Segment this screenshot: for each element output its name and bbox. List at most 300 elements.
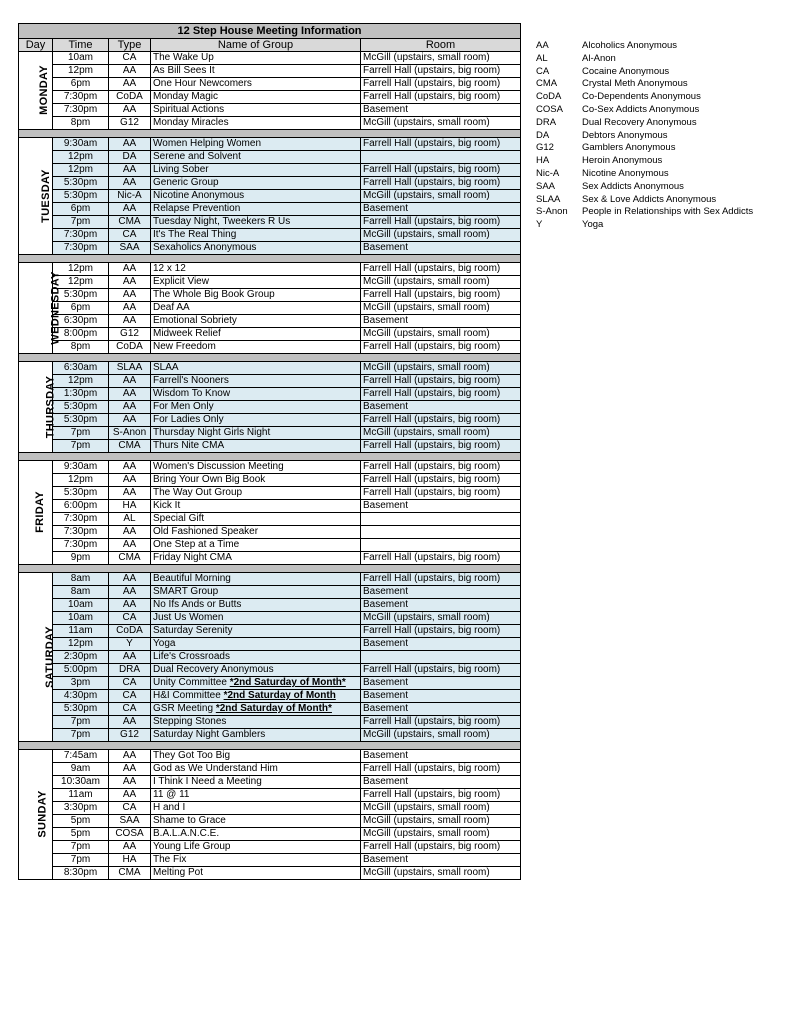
meeting-name-text: Serene and Solvent	[153, 151, 241, 162]
meeting-name	[151, 526, 361, 539]
meeting-name-text: God as We Understand Him	[153, 763, 278, 774]
day-separator	[19, 453, 521, 461]
meeting-name	[151, 586, 361, 599]
meeting-time: 6:30am	[53, 362, 109, 375]
day-label-text: FRIDAY	[33, 491, 46, 533]
meeting-name-text: Monday Magic	[153, 91, 219, 102]
meeting-type: SAA	[109, 815, 151, 828]
meeting-name	[151, 315, 361, 328]
meeting-room: McGill (upstairs, small room)	[361, 117, 521, 130]
table-row	[19, 427, 521, 440]
meeting-time: 5pm	[53, 828, 109, 841]
meeting-name-text: Bring Your Own Big Book	[153, 474, 266, 485]
legend-full-name: Co-Sex Addicts Anonymous	[582, 103, 700, 115]
meeting-name	[151, 414, 361, 427]
meeting-room: Farrell Hall (upstairs, big room)	[361, 78, 521, 91]
meeting-time: 12pm	[53, 151, 109, 164]
meeting-room: Farrell Hall (upstairs, big room)	[361, 763, 521, 776]
meeting-time: 7:30pm	[53, 539, 109, 552]
meeting-name-text: It's The Real Thing	[153, 229, 237, 240]
table-row	[19, 440, 521, 453]
meeting-time: 6:30pm	[53, 315, 109, 328]
meeting-time: 6pm	[53, 302, 109, 315]
meeting-name-text: Special Gift	[153, 513, 205, 524]
table-row	[19, 638, 521, 651]
meeting-type: G12	[109, 117, 151, 130]
meeting-room: Basement	[361, 586, 521, 599]
column-headers	[19, 39, 521, 52]
meeting-time: 7:45am	[53, 750, 109, 763]
meeting-name	[151, 513, 361, 526]
meeting-name	[151, 341, 361, 354]
meeting-time: 10am	[53, 52, 109, 65]
meeting-time: 5:30pm	[53, 190, 109, 203]
meeting-time: 8pm	[53, 117, 109, 130]
meeting-name	[151, 362, 361, 375]
table-row	[19, 229, 521, 242]
meeting-time: 12pm	[53, 263, 109, 276]
legend-item	[536, 78, 753, 91]
meeting-type: AA	[109, 289, 151, 302]
meeting-room: Farrell Hall (upstairs, big room)	[361, 177, 521, 190]
meeting-name	[151, 164, 361, 177]
header-name: Name of Group	[151, 39, 361, 52]
meeting-type: CA	[109, 229, 151, 242]
meeting-room: McGill (upstairs, small room)	[361, 427, 521, 440]
meeting-type: HA	[109, 854, 151, 867]
meeting-time: 7:30pm	[53, 513, 109, 526]
day-label	[19, 461, 53, 565]
meeting-room: Farrell Hall (upstairs, big room)	[361, 573, 521, 586]
legend-abbr: CoDA	[536, 91, 562, 103]
meeting-type: AA	[109, 539, 151, 552]
legend-abbr: COSA	[536, 103, 563, 115]
day-label	[19, 362, 57, 453]
meeting-name	[151, 388, 361, 401]
meeting-type: COSA	[109, 828, 151, 841]
meeting-time: 7:30pm	[53, 104, 109, 117]
meeting-time: 7pm	[53, 427, 109, 440]
meeting-name	[151, 625, 361, 638]
table-row	[19, 362, 521, 375]
legend-abbr: S-Anon	[536, 206, 568, 218]
meeting-room: Basement	[361, 599, 521, 612]
meeting-room: McGill (upstairs, small room)	[361, 729, 521, 742]
meeting-type: AA	[109, 263, 151, 276]
meeting-room: Farrell Hall (upstairs, big room)	[361, 841, 521, 854]
table-row	[19, 539, 521, 552]
legend-item	[536, 40, 753, 53]
legend-full-name: Sex & Love Addicts Anonymous	[582, 193, 717, 205]
meeting-name	[151, 854, 361, 867]
table-row	[19, 802, 521, 815]
meeting-type: AA	[109, 104, 151, 117]
meeting-type: AL	[109, 513, 151, 526]
meeting-name	[151, 276, 361, 289]
meeting-type: AA	[109, 375, 151, 388]
meeting-room: Farrell Hall (upstairs, big room)	[361, 138, 521, 151]
meeting-time: 2:30pm	[53, 651, 109, 664]
meeting-name	[151, 690, 361, 703]
meeting-type: CoDA	[109, 625, 151, 638]
meeting-name	[151, 677, 361, 690]
table-row	[19, 487, 521, 500]
legend-full-name: Cocaine Anonymous	[582, 65, 670, 77]
table-row	[19, 625, 521, 638]
legend-item	[536, 194, 753, 207]
meeting-time: 11am	[53, 789, 109, 802]
day-label	[19, 750, 53, 880]
meeting-room: Farrell Hall (upstairs, big room)	[361, 716, 521, 729]
meeting-name	[151, 117, 361, 130]
meeting-room: McGill (upstairs, small room)	[361, 828, 521, 841]
meeting-note: *2nd Saturday of Month*	[215, 703, 332, 714]
meeting-type: CA	[109, 802, 151, 815]
day-separator	[19, 354, 521, 362]
meeting-time: 5:30pm	[53, 289, 109, 302]
meeting-time: 7pm	[53, 729, 109, 742]
table-row	[19, 729, 521, 742]
meeting-name	[151, 638, 361, 651]
table-row	[19, 776, 521, 789]
day-separator	[19, 742, 521, 750]
meeting-type: G12	[109, 328, 151, 341]
legend-item	[536, 130, 753, 143]
table-row	[19, 599, 521, 612]
meeting-type: AA	[109, 203, 151, 216]
meeting-name	[151, 461, 361, 474]
meeting-type: AA	[109, 461, 151, 474]
meeting-name-text: Explicit View	[153, 276, 209, 287]
meeting-room: McGill (upstairs, small room)	[361, 52, 521, 65]
meeting-name	[151, 815, 361, 828]
meeting-room: Farrell Hall (upstairs, big room)	[361, 414, 521, 427]
meeting-name-text: Monday Miracles	[153, 117, 229, 128]
day-separator	[19, 255, 521, 263]
meeting-room: Farrell Hall (upstairs, big room)	[361, 474, 521, 487]
meeting-name-text: Melting Pot	[153, 867, 204, 878]
meeting-name	[151, 328, 361, 341]
meeting-type: G12	[109, 729, 151, 742]
meeting-name-text: Women's Discussion Meeting	[153, 461, 284, 472]
meeting-type: CoDA	[109, 91, 151, 104]
meeting-room: Farrell Hall (upstairs, big room)	[361, 625, 521, 638]
legend-full-name: Sex Addicts Anonymous	[582, 180, 684, 192]
meeting-name	[151, 375, 361, 388]
meeting-name	[151, 552, 361, 565]
meeting-time: 9:30am	[53, 461, 109, 474]
legend-item	[536, 66, 753, 79]
meeting-room: Basement	[361, 854, 521, 867]
meeting-name	[151, 263, 361, 276]
meeting-name-text: For Ladies Only	[153, 414, 224, 425]
legend-abbr: SLAA	[536, 193, 561, 205]
meeting-name-text: The Whole Big Book Group	[153, 289, 275, 300]
meeting-name	[151, 91, 361, 104]
meeting-name-text: Emotional Sobriety	[153, 315, 237, 326]
legend-abbr: Nic-A	[536, 167, 560, 179]
meeting-type: AA	[109, 414, 151, 427]
meeting-name-text: Yoga	[153, 638, 176, 649]
table-row	[19, 526, 521, 539]
legend-full-name: Al-Anon	[582, 52, 616, 64]
meeting-name-text: SMART Group	[153, 586, 219, 597]
legend-full-name: Debtors Anonymous	[582, 129, 668, 141]
meeting-name	[151, 138, 361, 151]
meeting-name-text: H&I Committee	[153, 690, 224, 701]
legend-item	[536, 53, 753, 66]
table-row	[19, 177, 521, 190]
meeting-name-text: GSR Meeting	[153, 703, 216, 714]
meeting-name	[151, 599, 361, 612]
meeting-time: 8:30pm	[53, 867, 109, 880]
table-row	[19, 789, 521, 802]
meeting-type: SAA	[109, 242, 151, 255]
meeting-room: McGill (upstairs, small room)	[361, 867, 521, 880]
meeting-time: 7pm	[53, 841, 109, 854]
meeting-name-text: No Ifs Ands or Butts	[153, 599, 242, 610]
meeting-time: 3pm	[53, 677, 109, 690]
meeting-room: McGill (upstairs, small room)	[361, 815, 521, 828]
meeting-room: Farrell Hall (upstairs, big room)	[361, 440, 521, 453]
meeting-type: AA	[109, 599, 151, 612]
table-row	[19, 302, 521, 315]
meeting-name-text: Sexaholics Anonymous	[153, 242, 257, 253]
table-row	[19, 375, 521, 388]
table-row	[19, 703, 521, 716]
meeting-room: Farrell Hall (upstairs, big room)	[361, 789, 521, 802]
table-row	[19, 716, 521, 729]
meeting-room: Basement	[361, 638, 521, 651]
meeting-name-text: Women Helping Women	[153, 138, 262, 149]
meeting-room: Farrell Hall (upstairs, big room)	[361, 263, 521, 276]
meeting-name	[151, 401, 361, 414]
meeting-note: *2nd Saturday of Month*	[229, 677, 346, 688]
table-row	[19, 612, 521, 625]
meeting-type: AA	[109, 586, 151, 599]
meeting-room: Farrell Hall (upstairs, big room)	[361, 552, 521, 565]
meeting-name-text: Dual Recovery Anonymous	[153, 664, 274, 675]
meeting-time: 10:30am	[53, 776, 109, 789]
meeting-name	[151, 828, 361, 841]
meeting-room: Farrell Hall (upstairs, big room)	[361, 664, 521, 677]
day-separator	[19, 565, 521, 573]
day-separator	[19, 130, 521, 138]
meeting-note: *2nd Saturday of Month	[223, 690, 336, 701]
table-row	[19, 513, 521, 526]
meeting-time: 7pm	[53, 716, 109, 729]
meeting-type: S-Anon	[109, 427, 151, 440]
meeting-time: 10am	[53, 599, 109, 612]
legend-full-name: Heroin Anonymous	[582, 155, 663, 167]
meeting-name-text: Deaf AA	[153, 302, 190, 313]
day-label-text: THURSDAY	[44, 375, 57, 438]
meeting-name-text: Friday Night CMA	[153, 552, 232, 563]
meeting-name-text: The Wake Up	[153, 52, 214, 63]
meeting-name	[151, 776, 361, 789]
legend-item	[536, 155, 753, 168]
table-row	[19, 328, 521, 341]
meeting-name-text: New Freedom	[153, 341, 216, 352]
legend-abbr: SAA	[536, 180, 556, 192]
meeting-time: 9pm	[53, 552, 109, 565]
meeting-room: Farrell Hall (upstairs, big room)	[361, 216, 521, 229]
meeting-type: AA	[109, 276, 151, 289]
meeting-room: Basement	[361, 203, 521, 216]
table-row	[19, 677, 521, 690]
table-row	[19, 500, 521, 513]
table-row	[19, 867, 521, 880]
meeting-room	[361, 539, 521, 552]
meeting-name-text: Saturday Serenity	[153, 625, 233, 636]
legend-abbr: DRA	[536, 116, 557, 128]
meeting-name-text: H and I	[153, 802, 186, 813]
meeting-schedule-table	[18, 23, 521, 880]
legend-abbr: DA	[536, 129, 550, 141]
meeting-time: 10am	[53, 612, 109, 625]
meeting-time: 9:30am	[53, 138, 109, 151]
meeting-name-text: They Got Too Big	[153, 750, 231, 761]
table-row	[19, 164, 521, 177]
day-label-text: SUNDAY	[36, 790, 49, 838]
day-label	[19, 263, 62, 354]
meeting-time: 12pm	[53, 474, 109, 487]
meeting-time: 6pm	[53, 203, 109, 216]
legend-item	[536, 181, 753, 194]
meeting-type: AA	[109, 750, 151, 763]
meeting-name	[151, 177, 361, 190]
meeting-time: 8:00pm	[53, 328, 109, 341]
day-label-text: WEDNESDAY	[49, 270, 62, 345]
meeting-type: AA	[109, 78, 151, 91]
table-row	[19, 315, 521, 328]
table-row	[19, 138, 521, 151]
meeting-room: Farrell Hall (upstairs, big room)	[361, 375, 521, 388]
table-row	[19, 586, 521, 599]
meeting-name	[151, 65, 361, 78]
meeting-type: AA	[109, 526, 151, 539]
meeting-time: 6:00pm	[53, 500, 109, 513]
table-row	[19, 461, 521, 474]
table-row	[19, 190, 521, 203]
legend-full-name: Crystal Meth Anonymous	[582, 78, 688, 90]
meeting-room: McGill (upstairs, small room)	[361, 362, 521, 375]
meeting-name-text: Generic Group	[153, 177, 219, 188]
meeting-room	[361, 513, 521, 526]
meeting-name-text: Relapse Prevention	[153, 203, 241, 214]
day-label	[19, 52, 53, 130]
meeting-room: McGill (upstairs, small room)	[361, 276, 521, 289]
meeting-time: 5:30pm	[53, 401, 109, 414]
meeting-type: AA	[109, 65, 151, 78]
meeting-name	[151, 229, 361, 242]
table-row	[19, 828, 521, 841]
meeting-name-text: B.A.L.A.N.C.E.	[153, 828, 220, 839]
meeting-type: DRA	[109, 664, 151, 677]
meeting-name-text: Midweek Relief	[153, 328, 221, 339]
meeting-type: CMA	[109, 867, 151, 880]
meeting-room: McGill (upstairs, small room)	[361, 612, 521, 625]
meeting-room: McGill (upstairs, small room)	[361, 328, 521, 341]
meeting-time: 8am	[53, 573, 109, 586]
meeting-name-text: Beautiful Morning	[153, 573, 231, 584]
separator-cell	[19, 130, 521, 138]
meeting-type: CoDA	[109, 341, 151, 354]
day-label-text: MONDAY	[37, 65, 50, 115]
meeting-type: HA	[109, 500, 151, 513]
legend-abbr: AL	[536, 52, 548, 64]
meeting-time: 3:30pm	[53, 802, 109, 815]
header-time: Time	[53, 39, 109, 52]
meeting-name-text: Nicotine Anonymous	[153, 190, 245, 201]
table-row	[19, 78, 521, 91]
meeting-room: Farrell Hall (upstairs, big room)	[361, 388, 521, 401]
table-row	[19, 263, 521, 276]
meeting-type: CA	[109, 52, 151, 65]
meeting-type: AA	[109, 716, 151, 729]
table-row	[19, 763, 521, 776]
meeting-room: Farrell Hall (upstairs, big room)	[361, 65, 521, 78]
table-row	[19, 552, 521, 565]
legend-item	[536, 206, 753, 219]
meeting-room: Basement	[361, 750, 521, 763]
day-label	[19, 138, 53, 255]
meeting-type: CMA	[109, 216, 151, 229]
meeting-time: 12pm	[53, 164, 109, 177]
legend-abbr: CMA	[536, 78, 558, 90]
table-row	[19, 242, 521, 255]
table-row	[19, 573, 521, 586]
meeting-time: 11am	[53, 625, 109, 638]
meeting-time: 7:30pm	[53, 229, 109, 242]
legend-item	[536, 168, 753, 181]
meeting-name	[151, 750, 361, 763]
meeting-time: 8am	[53, 586, 109, 599]
meeting-name	[151, 703, 361, 716]
meeting-name	[151, 440, 361, 453]
meeting-room	[361, 526, 521, 539]
legend-full-name: Gamblers Anonymous	[582, 142, 676, 154]
meeting-type: CA	[109, 612, 151, 625]
table-row	[19, 401, 521, 414]
day-label-text: SATURDAY	[43, 625, 56, 688]
meeting-time: 12pm	[53, 375, 109, 388]
table-row	[19, 414, 521, 427]
legend-abbr: HA	[536, 155, 550, 167]
table-row	[19, 854, 521, 867]
table-row	[19, 104, 521, 117]
meeting-name-text: Life's Crossroads	[153, 651, 230, 662]
meeting-time: 7pm	[53, 216, 109, 229]
header-day: Day	[19, 39, 53, 52]
meeting-room: Basement	[361, 500, 521, 513]
meeting-type: AA	[109, 487, 151, 500]
meeting-type: Y	[109, 638, 151, 651]
meeting-type: CA	[109, 677, 151, 690]
meeting-name	[151, 763, 361, 776]
meeting-type: AA	[109, 315, 151, 328]
legend-full-name: Co-Dependents Anonymous	[582, 91, 701, 103]
meeting-name-text: Stepping Stones	[153, 716, 227, 727]
legend-item	[536, 142, 753, 155]
meeting-type: AA	[109, 302, 151, 315]
meeting-name	[151, 573, 361, 586]
meeting-name-text: As Bill Sees It	[153, 65, 215, 76]
meeting-time: 5:00pm	[53, 664, 109, 677]
meeting-name-text: Thursday Night Girls Night	[153, 427, 271, 438]
table-row	[19, 65, 521, 78]
meeting-type: AA	[109, 474, 151, 487]
